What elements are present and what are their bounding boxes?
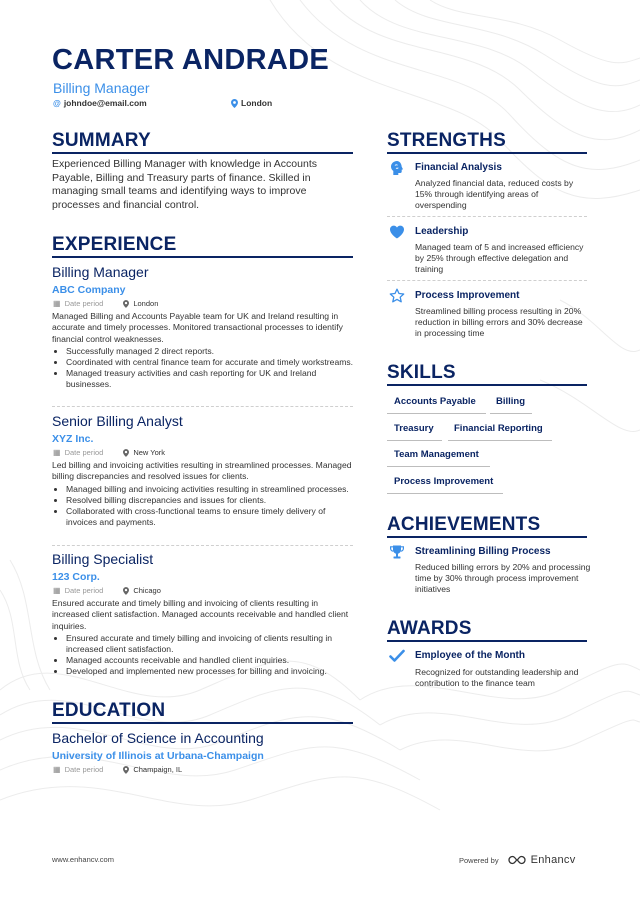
skill-underline [490, 413, 532, 414]
trophy-icon [389, 544, 405, 560]
education-date: Date period [64, 765, 104, 774]
location-pin-icon [123, 766, 129, 774]
summary-rule [52, 152, 353, 154]
candidate-name: CARTER ANDRADE [52, 44, 330, 76]
location-text: London [241, 98, 273, 108]
strength-title: Process Improvement [415, 290, 520, 301]
list-item: • Managed billing and invoicing activities resulting in streamlined processes. [66, 484, 354, 495]
awards-rule [387, 640, 587, 642]
strength-description: Managed team of 5 and increased efficiency by 25% through effective delegation and training [415, 242, 584, 274]
school-name: University of Illinois at Urbana-Champaign [52, 750, 264, 762]
brain-icon [389, 160, 405, 176]
skills-rule [387, 384, 587, 386]
list-item: • Coordinated with central finance team for accurate and timely workstreams. [66, 357, 354, 368]
footer-website[interactable]: www.enhancv.com [52, 855, 114, 864]
job-title: Billing Manager [52, 264, 149, 280]
award-description: Recognized for outstanding leadership and contribution to the finance team [415, 667, 579, 688]
contact-email[interactable] [53, 98, 147, 108]
job-meta [53, 586, 161, 595]
award-title: Employee of the Month [415, 650, 525, 661]
skill-tag: Team Management [394, 449, 479, 460]
experience-rule [52, 256, 353, 258]
location-pin-icon [123, 300, 129, 308]
list-item: • Ensured accurate and timely billing and invoicing of clients resulting in increased client satisfaction. [66, 633, 358, 655]
achievements-heading: ACHIEVEMENTS [387, 514, 541, 535]
skills-heading: SKILLS [387, 362, 456, 383]
job-title: Senior Billing Analyst [52, 413, 183, 429]
footer-branding [459, 854, 576, 866]
degree-title: Bachelor of Science in Accounting [52, 730, 264, 746]
strengths-heading: STRENGTHS [387, 130, 506, 151]
skill-underline [387, 466, 490, 467]
skill-tag: Accounts Payable [394, 396, 476, 407]
strength-title: Financial Analysis [415, 162, 502, 173]
company-name: XYZ Inc. [52, 433, 94, 445]
calendar-icon: ▦ [53, 586, 61, 595]
skill-tag: Treasury [394, 423, 434, 434]
calendar-icon: ▦ [53, 448, 61, 457]
job-location: Chicago [133, 586, 161, 595]
powered-by-label: Powered by [459, 855, 499, 865]
email-text: johndoe@email.com [63, 98, 147, 108]
job-description: Ensured accurate and timely billing and invoicing of clients resulting in increased client satisfaction. Managed accounts receivable and handled client inquiries. [52, 598, 349, 631]
summary-text: Experienced Billing Manager with knowledge in Accounts Payable, Billing and Treasury parts of finance. Skilled in managing small teams and identifying ways to improve processes and financial control. [52, 158, 317, 211]
location-pin-icon [231, 99, 238, 108]
list-item: • Managed accounts receivable and handled client inquiries. [66, 655, 358, 666]
job-bullets [54, 633, 358, 677]
skill-underline [387, 440, 442, 441]
skill-tag: Process Improvement [394, 476, 494, 487]
calendar-icon: ▦ [53, 299, 61, 308]
skill-tag: Billing [496, 396, 526, 407]
divider [387, 216, 587, 217]
skill-underline [387, 413, 486, 414]
company-name: 123 Corp. [52, 571, 100, 583]
achievement-title: Streamlining Billing Process [415, 546, 551, 557]
enhancv-logo-icon [507, 855, 527, 865]
calendar-icon: ▦ [53, 765, 61, 774]
contact-location [231, 98, 272, 108]
skill-underline [387, 493, 503, 494]
job-meta [53, 448, 165, 457]
list-item: • Managed treasury activities and cash reporting for UK and Ireland businesses. [66, 368, 354, 390]
education-meta [53, 765, 182, 774]
job-bullets [54, 484, 354, 528]
job-description: Managed Billing and Accounts Payable team for UK and Ireland resulting in accurate and timely processes. Monitored transactional processes to identify financial control weaknesses. [52, 311, 343, 344]
education-rule [52, 722, 353, 724]
brand-name: Enhancv [530, 854, 576, 866]
list-item: • Collaborated with cross-functional teams to ensure timely delivery of invoices and payments. [66, 506, 354, 528]
job-title: Billing Specialist [52, 551, 154, 567]
company-name: ABC Company [52, 284, 126, 296]
brand-logo[interactable] [507, 854, 576, 866]
location-pin-icon [123, 449, 129, 457]
job-bullets [54, 346, 354, 390]
experience-heading: EXPERIENCE [52, 234, 177, 255]
divider [52, 545, 353, 546]
star-icon [389, 288, 405, 304]
job-location: New York [133, 448, 166, 457]
achievement-description: Reduced billing errors by 20% and processing time by 30% through process improvement initiatives [415, 562, 591, 594]
job-date: Date period [64, 448, 104, 457]
summary-heading: SUMMARY [52, 130, 151, 151]
job-description: Led billing and invoicing activities resulting in streamlined processes. Managed billing discrepancies and resolved issues for clients. [52, 460, 352, 482]
list-item: • Successfully managed 2 direct reports. [66, 346, 354, 357]
checkmark-icon [389, 648, 405, 664]
job-location: London [133, 299, 159, 308]
list-item: • Developed and implemented new processes for billing and invoicing. [66, 666, 358, 677]
job-date: Date period [64, 299, 104, 308]
achievements-rule [387, 536, 587, 538]
job-meta [53, 299, 158, 308]
education-location: Champaign, IL [133, 765, 183, 774]
skill-underline [448, 440, 552, 441]
candidate-role: Billing Manager [53, 80, 150, 96]
strengths-rule [387, 152, 587, 154]
strength-description: Analyzed financial data, reduced costs by 15% through identifying areas of overspending [415, 178, 574, 210]
at-icon: @ [53, 98, 61, 108]
divider [52, 406, 353, 407]
strength-description: Streamlined billing process resulting in 20% reduction in billing errors and 30% decrease in processing time [415, 306, 583, 338]
strength-title: Leadership [415, 226, 469, 237]
heart-icon [389, 224, 405, 240]
job-date: Date period [64, 586, 104, 595]
education-heading: EDUCATION [52, 700, 166, 721]
list-item: • Resolved billing discrepancies and issues for clients. [66, 495, 354, 506]
divider [387, 280, 587, 281]
awards-heading: AWARDS [387, 618, 472, 639]
skill-tag: Financial Reporting [454, 423, 543, 434]
location-pin-icon [123, 587, 129, 595]
